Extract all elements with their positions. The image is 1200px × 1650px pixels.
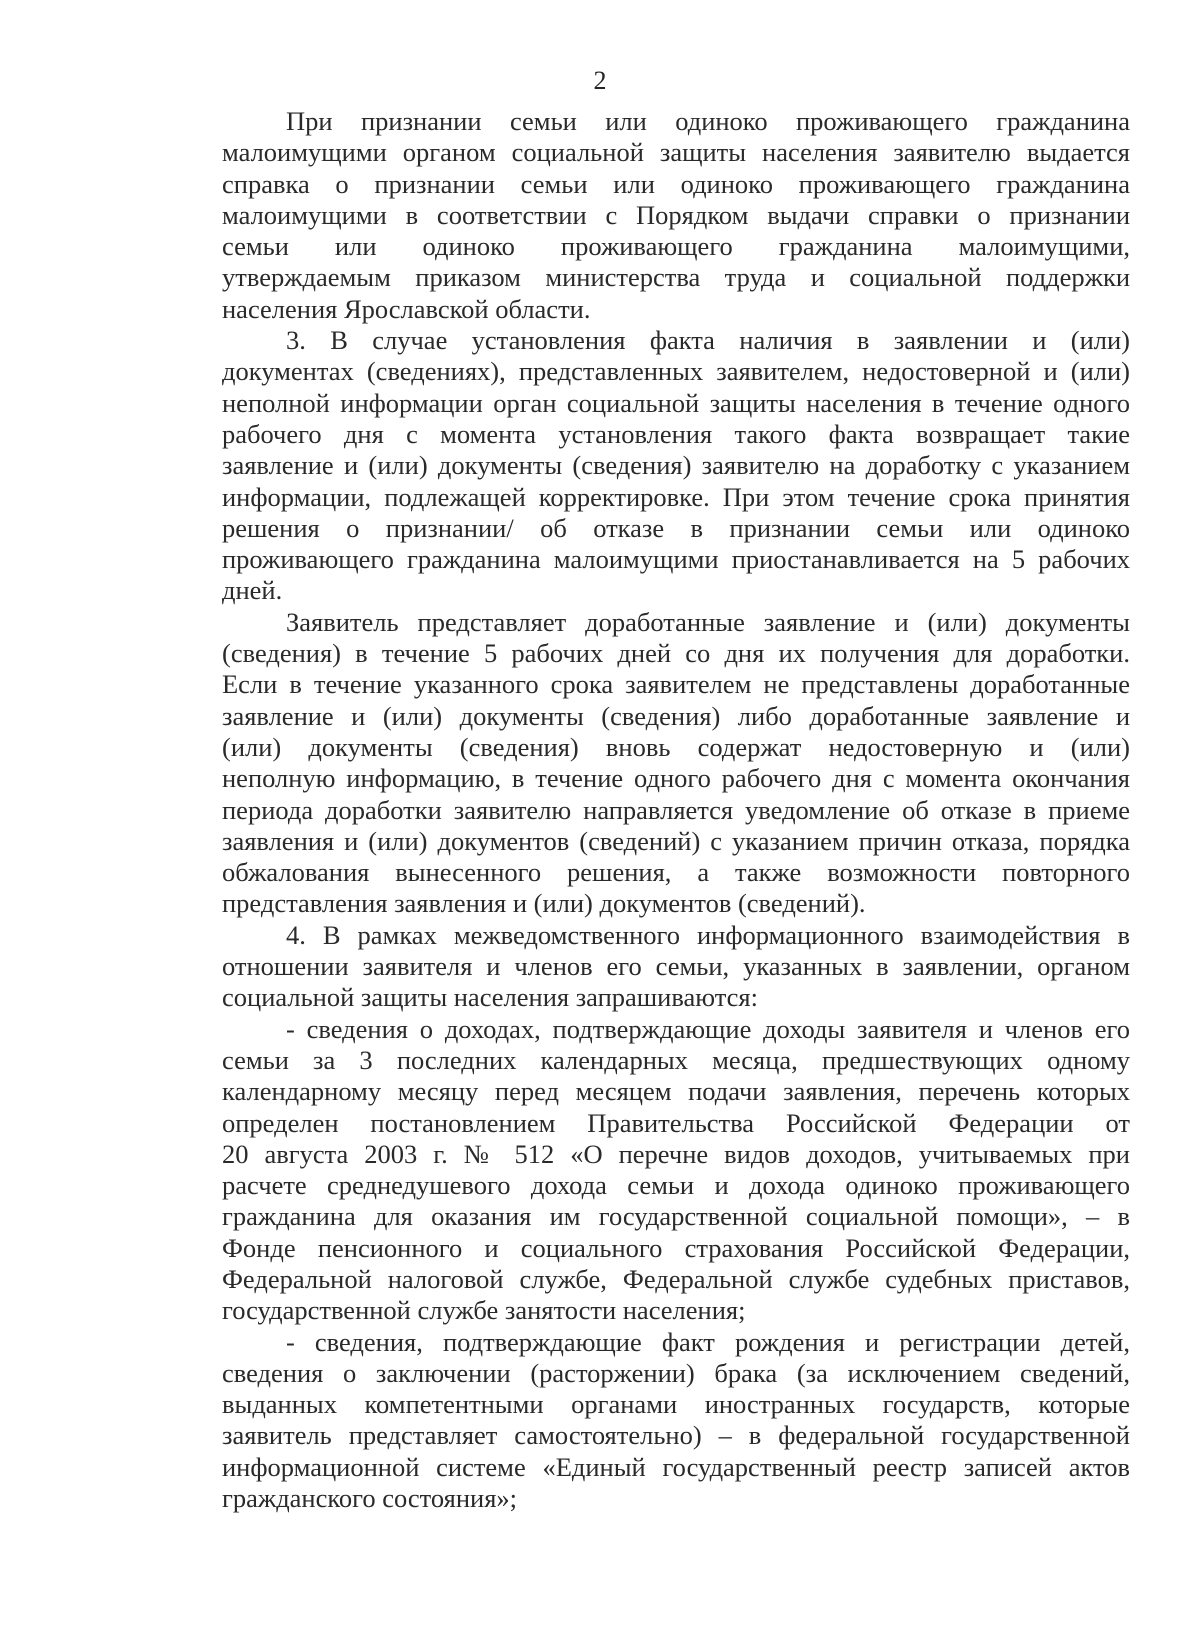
paragraph	[222, 106, 1130, 325]
text-line: - сведения о доходах, подтверждающие доходы заявителя и членов его	[286, 1013, 1130, 1044]
text-line: государственной службе занятости населения;	[222, 1295, 746, 1326]
text-line: населения Ярославской области.	[222, 293, 591, 324]
text-line: отношении заявителя и членов его семьи, указанных в заявлении, органом	[222, 951, 1130, 982]
text-line: семьи или одиноко проживающего гражданина малоимущими,	[222, 231, 1130, 262]
text-line: календарному месяцу перед месяцем подачи заявления, перечень которых	[222, 1076, 1130, 1107]
page-number: 2	[593, 66, 607, 95]
text-line: обжалования вынесенного решения, а также возможности повторного	[222, 857, 1130, 888]
text-line: выданных компетентными органами иностранных государств, которые	[222, 1389, 1130, 1420]
paragraph	[222, 1327, 1130, 1515]
text-line: периода доработки заявителю направляется уведомление об отказе в приеме	[222, 794, 1130, 825]
document-body	[222, 106, 1130, 1514]
text-line: рабочего дня с момента установления такого факта возвращает такие	[222, 418, 1130, 449]
text-line: определен постановлением Правительства Российской Федерации от	[222, 1107, 1130, 1138]
text-line: справка о признании семьи или одиноко проживающего гражданина	[222, 168, 1130, 199]
text-line: заявитель представляет самостоятельно) – в федеральной государственной	[222, 1420, 1130, 1451]
text-line: дней.	[222, 575, 283, 606]
text-line: проживающего гражданина малоимущими приостанавливается на 5 рабочих	[222, 544, 1130, 575]
text-line: Если в течение указанного срока заявителем не представлены доработанные	[222, 669, 1130, 700]
paragraph	[222, 1014, 1130, 1327]
text-line: (сведения) в течение 5 рабочих дней со дня их получения для доработки.	[222, 638, 1130, 669]
text-line: Заявитель представляет доработанные заявление и (или) документы	[286, 606, 1130, 637]
text-line: заявления и (или) документов (сведений) с указанием причин отказа, порядка	[222, 825, 1130, 856]
paragraph	[222, 325, 1130, 607]
text-line: информации, подлежащей корректировке. При этом течение срока принятия	[222, 481, 1130, 512]
text-line: неполную информацию, в течение одного рабочего дня с момента окончания	[222, 763, 1130, 794]
text-line: социальной защиты населения запрашиваются:	[222, 982, 758, 1013]
text-line: малоимущими органом социальной защиты населения заявителю выдается	[222, 137, 1130, 168]
text-line: сведения о заключении (расторжении) брака (за исключением сведений,	[222, 1357, 1130, 1388]
text-line: представления заявления и (или) документов (сведений).	[222, 888, 866, 919]
text-line: При признании семьи или одиноко проживающего гражданина	[286, 106, 1130, 136]
text-line: неполной информации орган социальной защиты населения в течение одного	[222, 387, 1130, 418]
paragraph	[222, 607, 1130, 920]
text-line: малоимущими в соответствии с Порядком выдачи справки о признании	[222, 199, 1130, 230]
text-line: 4. В рамках межведомственного информационного взаимодействия в	[286, 919, 1130, 950]
text-line: семьи за 3 последних календарных месяца, предшествующих одному	[222, 1044, 1130, 1075]
text-line: гражданского состояния»;	[222, 1483, 518, 1514]
text-line: (или) документы (сведения) вновь содержат недостоверную и (или)	[222, 731, 1130, 762]
text-line: информационной системе «Единый государственный реестр записей актов	[222, 1451, 1130, 1482]
text-line: 3. В случае установления факта наличия в заявлении и (или)	[286, 325, 1130, 356]
text-line: решения о признании/ об отказе в признании семьи или одиноко	[222, 512, 1130, 543]
text-line: заявление и (или) документы (сведения) либо доработанные заявление и	[222, 700, 1130, 731]
text-line: заявление и (или) документы (сведения) заявителю на доработку с указанием	[222, 450, 1130, 481]
text-line: - сведения, подтверждающие факт рождения и регистрации детей,	[286, 1326, 1130, 1357]
text-line: расчете среднедушевого дохода семьи и дохода одиноко проживающего	[222, 1170, 1130, 1201]
text-line: Федеральной налоговой службе, Федеральной службе судебных приставов,	[222, 1263, 1130, 1294]
text-line: гражданина для оказания им государственной социальной помощи», – в	[222, 1201, 1130, 1232]
text-line: утверждаемым приказом министерства труда и социальной поддержки	[222, 262, 1130, 293]
text-line: 20 августа 2003 г. № 512 «О перечне видов доходов, учитываемых при	[222, 1138, 1130, 1169]
paragraph	[222, 920, 1130, 1014]
text-line: Фонде пенсионного и социального страхования Российской Федерации,	[222, 1232, 1130, 1263]
text-line: документах (сведениях), представленных заявителем, недостоверной и (или)	[222, 356, 1130, 387]
